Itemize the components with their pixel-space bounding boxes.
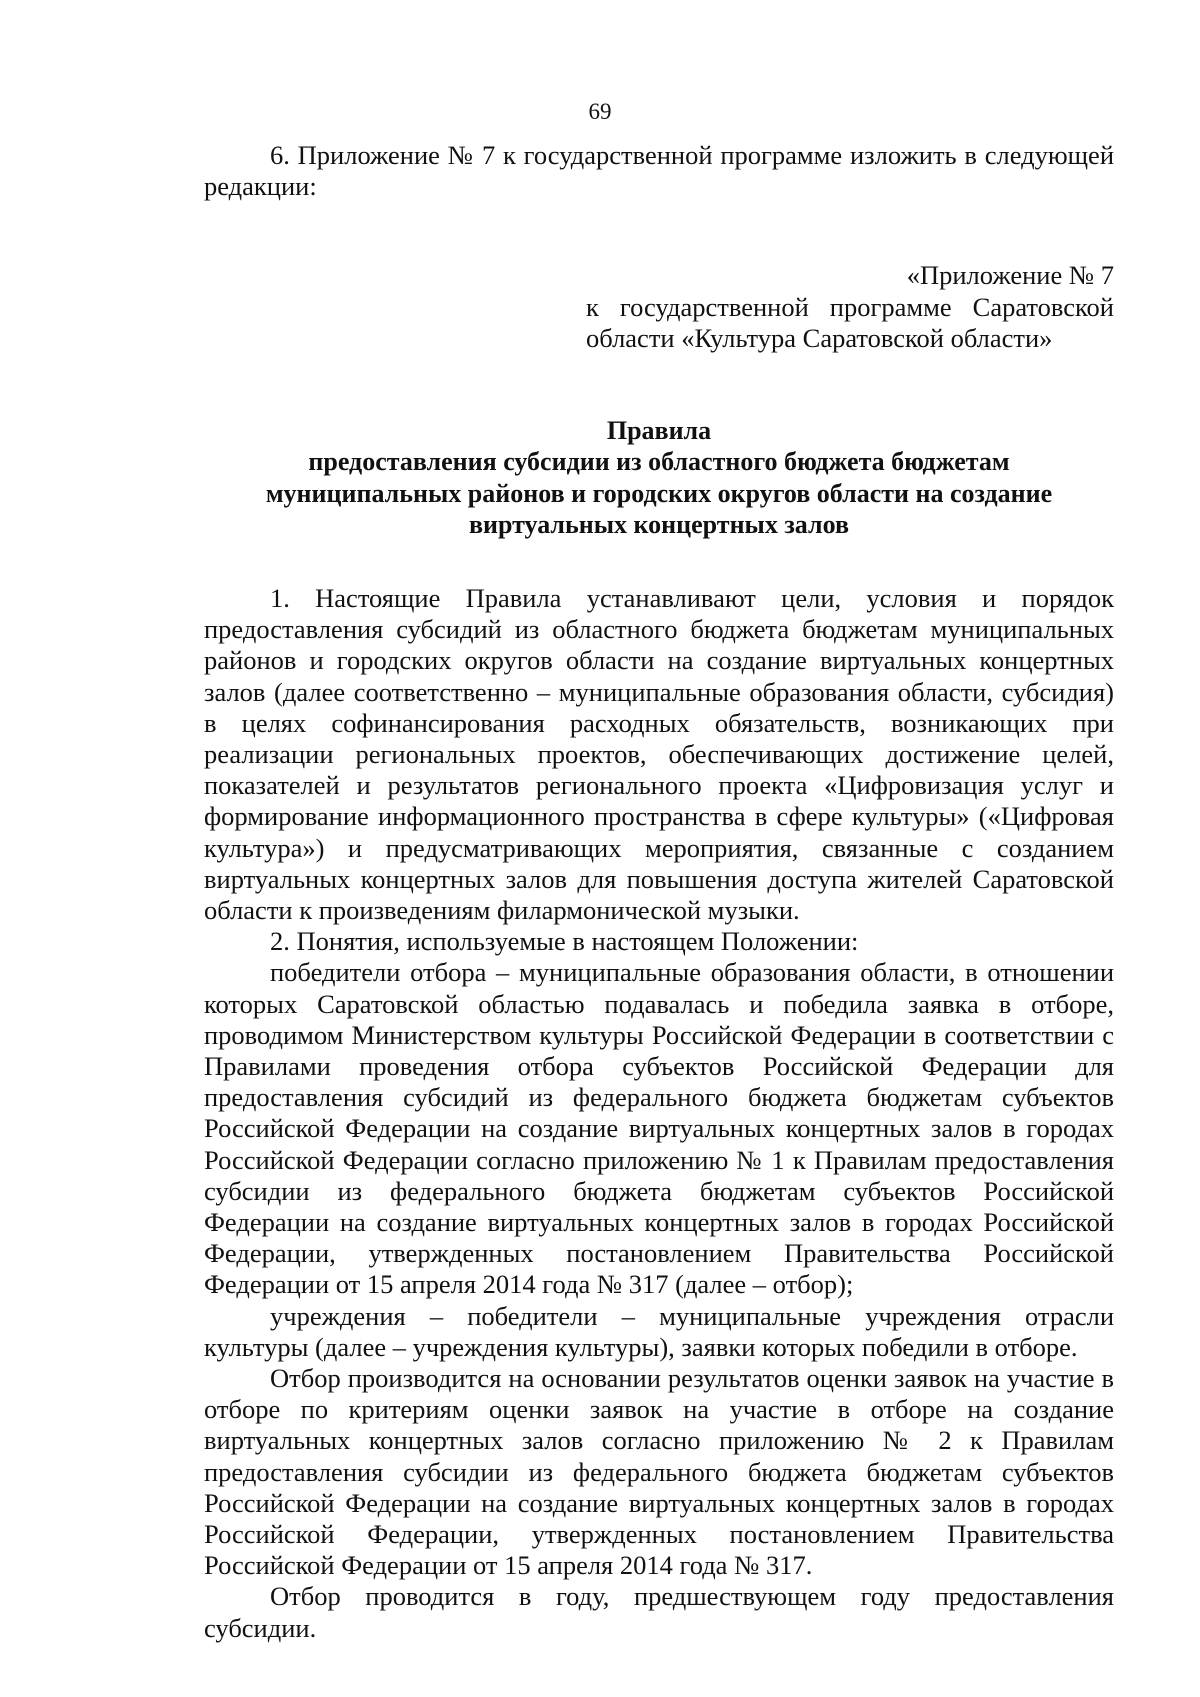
document-title bbox=[204, 415, 1114, 541]
title-line-2: предоставления субсидии из областного бюджета бюджетам bbox=[308, 447, 1010, 477]
paragraph-definition-institutions: учреждения – победители – муниципальные учреждения отрасли культуры (далее – учреждения культуры), заявки которых победили в отборе. bbox=[204, 1300, 1114, 1362]
rules-text bbox=[204, 583, 1114, 1644]
appendix-title: «Приложение № 7 bbox=[906, 260, 1114, 291]
title-line-3: муниципальных районов и городских округов области на создание bbox=[265, 478, 1053, 508]
paragraph-2: 2. Понятия, используемые в настоящем Положении: bbox=[270, 926, 859, 957]
paragraph-1: 1. Настоящие Правила устанавливают цели, условия и порядок предоставления субсидий из областного бюджета бюджетам муниципальных районов и городских округов области на создание виртуальных концертных залов (далее соответственно – муниципальные образования области, субсидия) в целях софинансирования расходных обязательств, возникающих при реализации региональных проектов, обеспечивающих достижение целей, показателей и результатов регионального проекта «Цифровизация услуг и формирование информационного пространства в сфере культуры» («Цифровая культура») и предусматривающих мероприятия, связанные с созданием виртуальных концертных залов для повышения доступа жителей Саратовской области к произведениям филармонической музыки. bbox=[204, 582, 1114, 925]
paragraph-selection-timing: Отбор проводится в году, предшествующем году предоставления субсидии. bbox=[204, 1581, 1114, 1643]
title-line-4: виртуальных концертных залов bbox=[468, 510, 850, 540]
page-number: 69 bbox=[588, 99, 612, 124]
paragraph-selection-basis: Отбор производится на основании результатов оценки заявок на участие в отборе по критериям оценки заявок на участие в отборе на создание виртуальных концертных залов согласно приложению № 2 к Правилам предоставления субсидии из федерального бюджета бюджетам субъектов Российской Федерации на создание виртуальных концертных залов в городах Российской Федерации, утвержденных постановлением Правительства Российской Федерации от 15 апреля 2014 года № 317. bbox=[204, 1362, 1114, 1581]
intro-paragraph: 6. Приложение № 7 к государственной программе изложить в следующей редакции: bbox=[204, 140, 1114, 202]
title-line-1: Правила bbox=[606, 415, 712, 445]
appendix-reference: к государственной программе Саратовской области «Культура Саратовской области» bbox=[586, 291, 1114, 354]
appendix-header bbox=[204, 260, 1114, 355]
paragraph-definition-winners: победители отбора – муниципальные образования области, в отношении которых Саратовской областью подавалась и победила заявка в отборе, проводимом Министерством культуры Российской Федерации в соответствии с Правилами проведения отбора субъектов Российской Федерации для предоставления субсидий из федерального бюджета бюджетам субъектов Российской Федерации на создание виртуальных концертных залов в городах Российской Федерации согласно приложению № 1 к Правилам предоставления субсидии из федерального бюджета бюджетам субъектов Российской Федерации на создание виртуальных концертных залов в городах Российской Федерации, утвержденных постановлением Правительства Российской Федерации от 15 апреля 2014 года № 317 (далее – отбор); bbox=[204, 957, 1114, 1300]
document-body bbox=[204, 140, 1114, 1644]
